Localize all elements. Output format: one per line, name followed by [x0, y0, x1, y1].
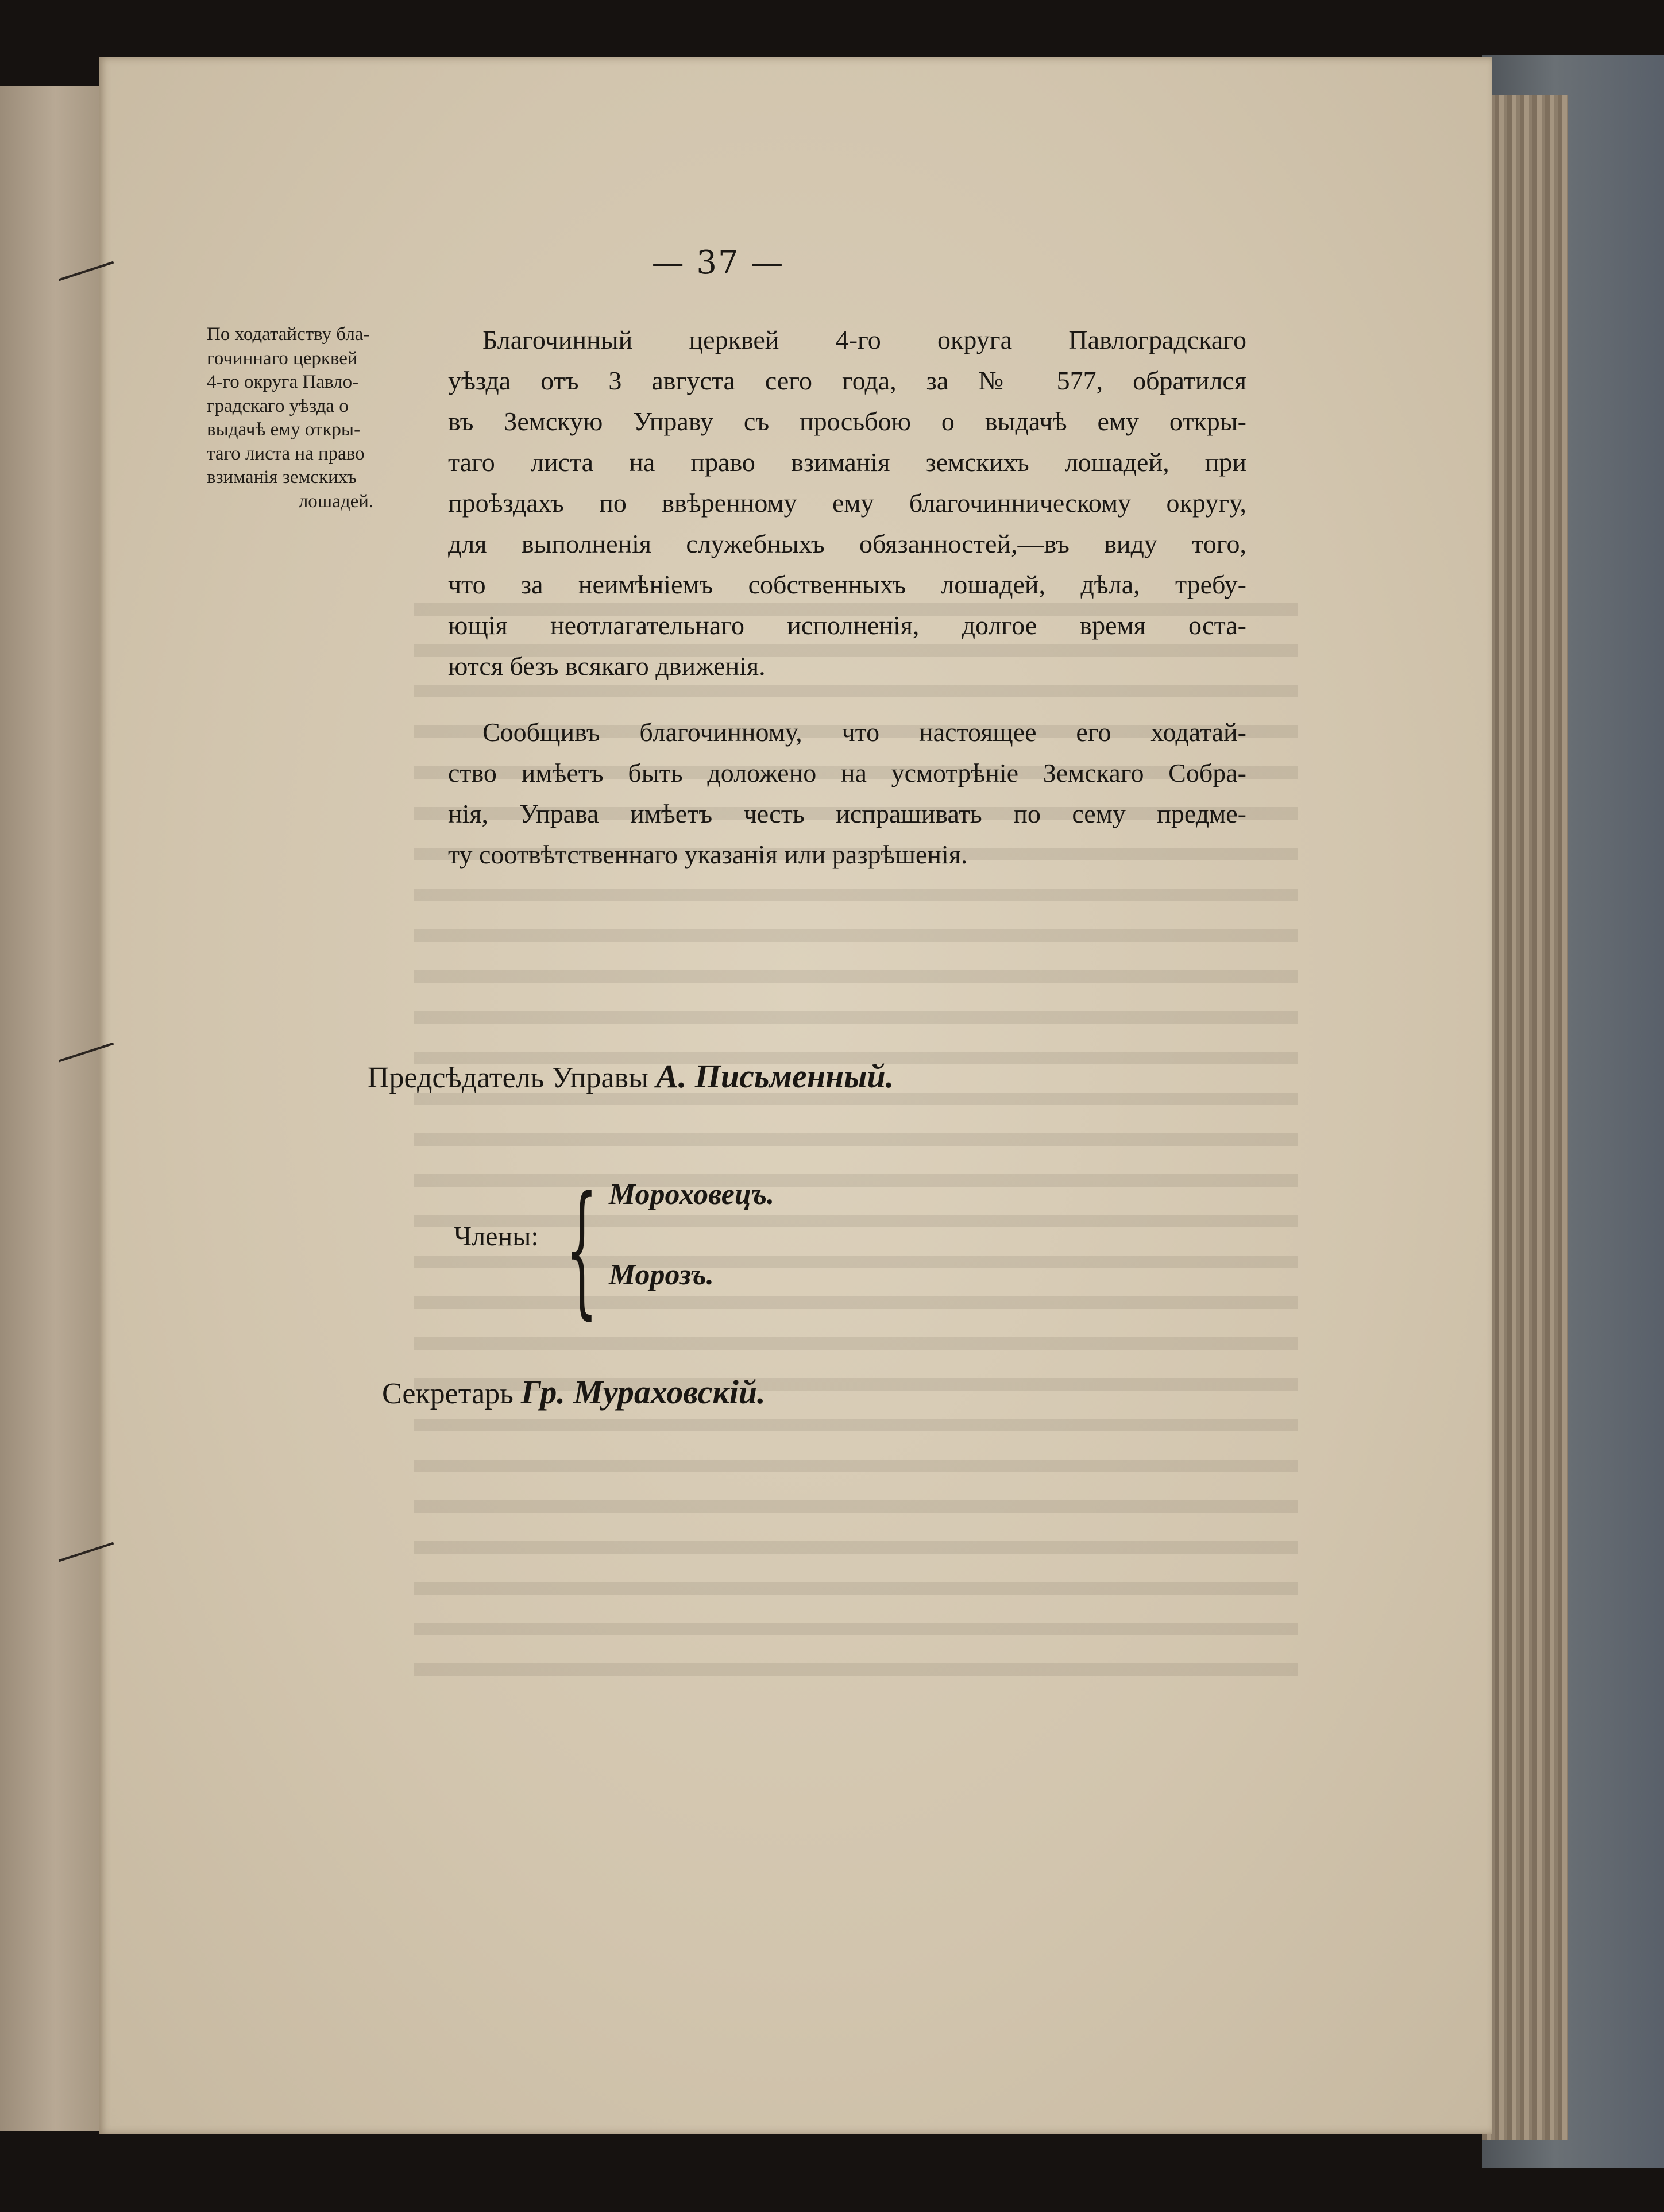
text-line: Сообщивъ благочинному, что настоящее его ходатай-: [482, 717, 1246, 747]
page-stack-edge: [1482, 95, 1568, 2140]
margin-note-line: 4-го округа Павло-: [207, 372, 359, 392]
chair-name: А. Письменный.: [656, 1057, 894, 1095]
member-name: Морозъ.: [609, 1259, 714, 1291]
text-line: ющія неотлагательнаго исполненія, долгое время оста-: [448, 611, 1246, 640]
text-line: для выполненія служебныхъ обязанностей,—въ виду того,: [448, 529, 1246, 558]
page-number: — 37 —: [651, 244, 785, 281]
margin-note: [207, 323, 437, 514]
chair-title: Предсѣдатель Управы: [368, 1061, 649, 1094]
text-line: Благочинный церквей 4-го округа Павлоградскаго: [482, 325, 1246, 354]
text-line: что за неимѣніемъ собственныхъ лошадей, дѣла, требу-: [448, 570, 1246, 599]
secretary-title: Секретарь: [382, 1377, 514, 1410]
secretary-name: Гр. Мураховскій.: [520, 1373, 766, 1411]
chair-signature: [368, 1057, 894, 1095]
margin-note-line: градскаго уѣзда о: [207, 395, 349, 416]
text-line: уѣзда отъ 3 августа сего года, за № 577, обратился: [448, 366, 1246, 395]
margin-note-line: выдачѣ ему откры-: [207, 419, 361, 440]
text-line: въ Земскую Управу съ просьбою о выдачѣ ему откры-: [448, 407, 1246, 436]
members-label: Члены:: [454, 1221, 539, 1252]
margin-note-line: гочиннаго церквей: [207, 348, 358, 369]
facing-page-edge: [0, 86, 101, 2131]
paragraph-2: [448, 712, 1246, 875]
margin-note-line: таго листа на право: [207, 443, 365, 464]
main-text: [448, 319, 1246, 875]
text-line: нія, Управа имѣетъ честь испрашивать по сему предме-: [448, 799, 1246, 828]
text-line: таго листа на право взиманія земскихъ лошадей, при: [448, 447, 1246, 477]
paragraph-1: [448, 319, 1246, 686]
brace-symbol: {: [566, 1165, 598, 1333]
text-line: ту соотвѣтственнаго указанія или разрѣшенія.: [448, 840, 968, 869]
member-name: Мороховецъ.: [609, 1178, 775, 1211]
margin-note-line: взиманія земскихъ: [207, 467, 357, 488]
margin-note-line: По ходатайству бла-: [207, 324, 370, 345]
text-line: ются безъ всякаго движенія.: [448, 651, 766, 681]
text-line: проѣздахъ по ввѣренному ему благочинническому округу,: [448, 488, 1246, 518]
text-line: ство имѣетъ быть доложено на усмотрѣніе Земскаго Собра-: [448, 758, 1246, 787]
margin-note-line: лошадей.: [298, 491, 374, 512]
secretary-signature: [382, 1373, 766, 1411]
